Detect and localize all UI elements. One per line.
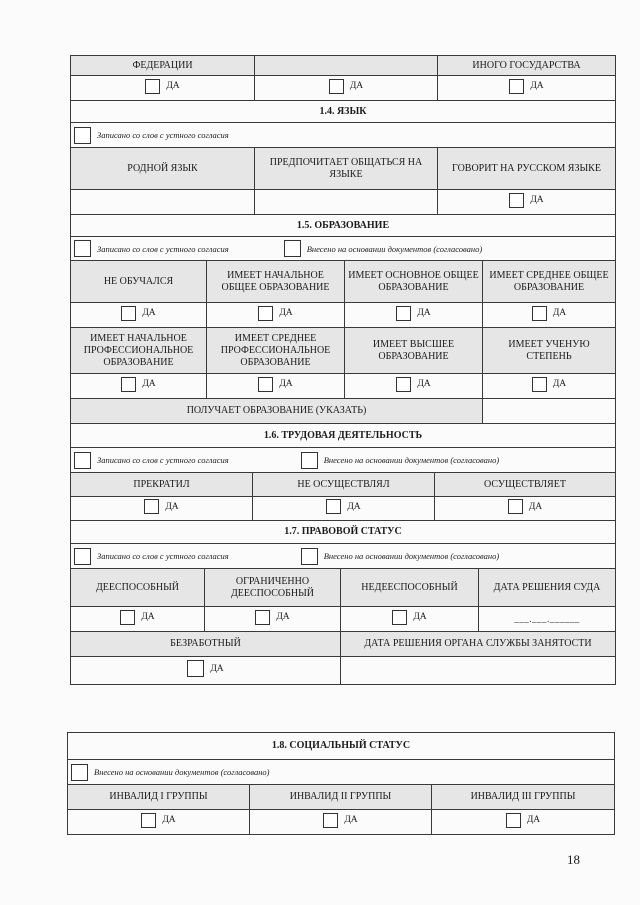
header-primary-professional: ИМЕЕТ НАЧАЛЬНОЕ ПРОФЕССИОНАЛЬНОЕ ОБРАЗОВАНИЕ	[71, 328, 207, 374]
checkbox[interactable]	[532, 377, 547, 392]
header-blank	[255, 56, 438, 76]
attest-row	[71, 448, 616, 473]
cell-da	[207, 303, 345, 328]
cell-da	[71, 76, 255, 101]
da-label: ДА	[413, 612, 427, 622]
checkbox[interactable]	[508, 499, 523, 514]
da-label: ДА	[142, 379, 156, 389]
header-academic-degree: ИМЕЕТ УЧЕНУЮ СТЕПЕНЬ	[483, 328, 616, 374]
checkbox[interactable]	[532, 306, 547, 321]
da-label: ДА	[141, 612, 155, 622]
attest-docs-label: Внесено на основании документов (согласовано)	[306, 243, 483, 254]
section-title-employment: 1.6. ТРУДОВАЯ ДЕЯТЕЛЬНОСТЬ	[71, 424, 616, 448]
cell-da	[341, 607, 479, 632]
cell-da	[432, 810, 615, 835]
section-title-legal-status: 1.7. ПРАВОВОЙ СТАТУС	[71, 521, 616, 544]
section-language-table	[70, 100, 616, 215]
attest-oral-checkbox[interactable]	[74, 548, 91, 565]
attest-oral-checkbox[interactable]	[74, 240, 91, 257]
cell-da	[71, 374, 207, 399]
attest-oral-label: Записано со слов с устного согласия	[97, 243, 229, 254]
da-label: ДА	[417, 308, 431, 318]
cell-da	[345, 303, 483, 328]
header-speaks-russian: ГОВОРИТ НА РУССКОМ ЯЗЫКЕ	[438, 148, 616, 190]
da-label: ДА	[552, 379, 567, 389]
attest-row	[68, 760, 615, 785]
court-decision-date-field[interactable]	[479, 607, 616, 632]
header-basic-general: ИМЕЕТ ОСНОВНОЕ ОБЩЕЕ ОБРАЗОВАНИЕ	[345, 261, 483, 303]
da-label: ДА	[347, 501, 361, 512]
date-blank: ___.___.______	[514, 613, 580, 624]
checkbox[interactable]	[141, 813, 156, 828]
cell-da	[207, 374, 345, 399]
citizenship-continuation-table	[70, 55, 616, 101]
cell-da	[438, 190, 616, 215]
da-label: ДА	[165, 501, 179, 512]
section-title-social-status: 1.8. СОЦИАЛЬНЫЙ СТАТУС	[68, 733, 615, 760]
attest-docs-checkbox[interactable]	[301, 452, 318, 469]
cell-da	[68, 810, 250, 835]
da-label: ДА	[552, 308, 567, 318]
cell-da	[71, 303, 207, 328]
cell-da	[250, 810, 432, 835]
checkbox[interactable]	[509, 193, 524, 208]
section-title-education: 1.5. ОБРАЗОВАНИЕ	[71, 215, 616, 237]
checkbox[interactable]	[509, 79, 524, 94]
header-employment-service-decision: ДАТА РЕШЕНИЯ ОРГАНА СЛУЖБЫ ЗАНЯТОСТИ	[341, 632, 616, 657]
header-disability-group-2: ИНВАЛИД II ГРУППЫ	[250, 785, 432, 810]
header-secondary-professional: ИМЕЕТ СРЕДНЕЕ ПРОФЕССИОНАЛЬНОЕ ОБРАЗОВАНИЕ	[207, 328, 345, 374]
attest-row	[71, 237, 616, 261]
header-other-state: ИНОГО ГОСУДАРСТВА	[438, 56, 616, 76]
checkbox[interactable]	[326, 499, 341, 514]
cell-da	[345, 374, 483, 399]
cell-da	[483, 374, 616, 399]
section-social-status-table	[67, 732, 615, 835]
header-primary-general: ИМЕЕТ НАЧАЛЬНОЕ ОБЩЕЕ ОБРАЗОВАНИЕ	[207, 261, 345, 303]
form-social-block	[67, 732, 615, 835]
da-label: ДА	[530, 195, 544, 205]
cell-da	[253, 497, 435, 521]
header-currently-working: ОСУЩЕСТВЛЯЕТ	[435, 473, 616, 497]
attest-oral-label: Записано со слов с устного согласия	[97, 455, 229, 465]
cell-da	[71, 607, 205, 632]
da-label: ДА	[344, 815, 358, 825]
header-disability-group-1: ИНВАЛИД I ГРУППЫ	[68, 785, 250, 810]
cell-da	[438, 76, 616, 101]
header-disability-group-3: ИНВАЛИД III ГРУППЫ	[432, 785, 615, 810]
cell-da	[71, 497, 253, 521]
header-stopped-working: ПРЕКРАТИЛ	[71, 473, 253, 497]
da-label: ДА	[142, 308, 156, 318]
checkbox[interactable]	[329, 79, 344, 94]
native-language-field[interactable]	[71, 190, 255, 215]
da-label: ДА	[528, 501, 543, 512]
cell-da	[435, 497, 616, 521]
da-label: ДА	[417, 379, 431, 389]
header-incapacitated: НЕДЕЕСПОСОБНЫЙ	[341, 569, 479, 607]
attest-row	[71, 123, 616, 148]
attest-docs-label: Внесено на основании документов (согласовано)	[323, 551, 500, 561]
checkbox[interactable]	[121, 306, 136, 321]
da-label: ДА	[279, 308, 293, 318]
header-federation: ФЕДЕРАЦИИ	[71, 56, 255, 76]
cell-da	[483, 303, 616, 328]
checkbox[interactable]	[121, 377, 136, 392]
attest-row	[71, 544, 616, 569]
attest-docs-label: Внесено на основании документов (согласовано)	[323, 455, 500, 465]
checkbox[interactable]	[255, 610, 270, 625]
currently-studying-field[interactable]	[483, 399, 616, 424]
attest-oral-label: Записано со слов с устного согласия	[97, 551, 229, 561]
header-higher-education: ИМЕЕТ ВЫСШЕЕ ОБРАЗОВАНИЕ	[345, 328, 483, 374]
da-label: ДА	[276, 612, 290, 622]
attest-docs-label: Внесено на основании документов (согласовано)	[94, 767, 270, 777]
checkbox[interactable]	[396, 306, 411, 321]
form-main-block	[70, 55, 616, 685]
da-label: ДА	[349, 81, 364, 91]
da-label: ДА	[162, 815, 176, 825]
checkbox[interactable]	[396, 377, 411, 392]
checkbox[interactable]	[187, 660, 204, 677]
header-never-worked: НЕ ОСУЩЕСТВЛЯЛ	[253, 473, 435, 497]
header-preferred-language: ПРЕДПОЧИТАЕТ ОБЩАТЬСЯ НА ЯЗЫКЕ	[255, 148, 438, 190]
checkbox[interactable]	[144, 499, 159, 514]
section-legal-status-table	[70, 520, 616, 685]
header-no-education: НЕ ОБУЧАЛСЯ	[71, 261, 207, 303]
preferred-language-field[interactable]	[255, 190, 438, 215]
da-label: ДА	[526, 815, 541, 825]
checkbox[interactable]	[145, 79, 160, 94]
attest-docs-checkbox[interactable]	[71, 764, 88, 781]
cell-da	[71, 657, 341, 685]
da-label: ДА	[279, 379, 293, 389]
page-number: 18	[567, 852, 580, 867]
checkbox[interactable]	[506, 813, 521, 828]
header-court-decision-date: ДАТА РЕШЕНИЯ СУДА	[479, 569, 616, 607]
attest-oral-label: Записано со слов с устного согласия	[97, 130, 229, 140]
checkbox[interactable]	[392, 610, 407, 625]
da-label: ДА	[210, 663, 224, 674]
employment-service-decision-field[interactable]	[341, 657, 616, 685]
attest-docs-checkbox[interactable]	[284, 240, 301, 257]
checkbox[interactable]	[120, 610, 135, 625]
checkbox[interactable]	[258, 306, 273, 321]
header-secondary-general: ИМЕЕТ СРЕДНЕЕ ОБЩЕЕ ОБРАЗОВАНИЕ	[483, 261, 616, 303]
checkbox[interactable]	[258, 377, 273, 392]
checkbox[interactable]	[323, 813, 338, 828]
header-limited-capacity: ОГРАНИЧЕННО ДЕЕСПОСОБНЫЙ	[205, 569, 341, 607]
da-label: ДА	[166, 81, 180, 91]
header-native-language: РОДНОЙ ЯЗЫК	[71, 148, 255, 190]
cell-da	[255, 76, 438, 101]
cell-da	[205, 607, 341, 632]
attest-oral-checkbox[interactable]	[74, 127, 91, 144]
attest-oral-checkbox[interactable]	[74, 452, 91, 469]
section-education-table	[70, 214, 616, 424]
section-title-language: 1.4. ЯЗЫК	[71, 101, 616, 123]
da-label: ДА	[530, 81, 544, 91]
header-currently-studying: ПОЛУЧАЕТ ОБРАЗОВАНИЕ (УКАЗАТЬ)	[71, 399, 483, 424]
attest-docs-checkbox[interactable]	[301, 548, 318, 565]
header-unemployed: БЕЗРАБОТНЫЙ	[71, 632, 341, 657]
header-legally-capable: ДЕЕСПОСОБНЫЙ	[71, 569, 205, 607]
section-employment-table	[70, 423, 616, 521]
